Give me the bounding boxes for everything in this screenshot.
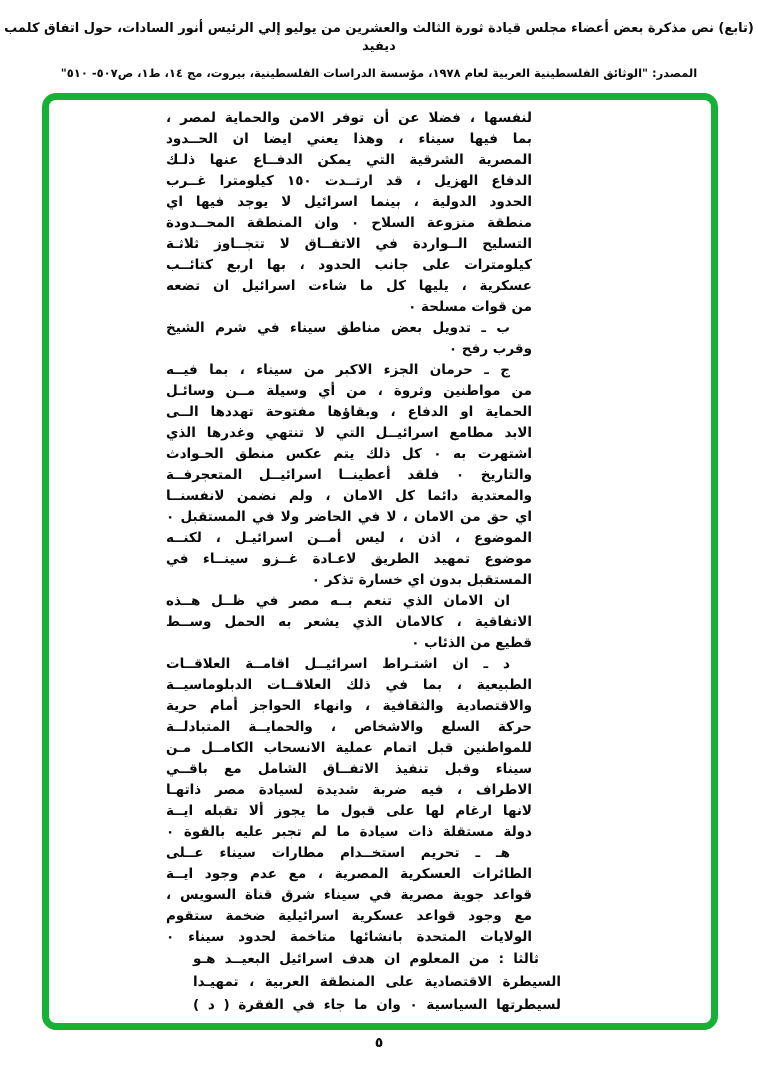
- text-line: الطائرات العسكرية المصرية ، مع عدم وجود ايــة: [166, 866, 532, 882]
- text-line: لنفسها ، فضلا عن أن توفر الامن والحماية لمصر ،: [166, 110, 532, 126]
- text-line: ثالثا : من المعلوم ان هدف اسرائيل البعيــد هـو: [193, 951, 539, 967]
- text-line: السيطرة الاقتصادية على المنطقة العربية ، تمهيـدا: [193, 974, 561, 990]
- source-citation: المصدر: "الوثائق الفلسطينية العربية لعام ١٩٧٨، مؤسسة الدراسات الفلسطينية، بيروت، مج ١٤، ط١، ص٥٠٧- ٥١٠": [60, 66, 698, 80]
- text-line: دولة مستقلة ذات سيادة ما لم تجبر عليه بالقوة ٠: [166, 824, 532, 840]
- text-line: الطبيعية ، بما في ذلك العلاقــات الدبلوماسيــة: [166, 677, 532, 693]
- text-line: الدفاع الهزيل ، قد ارتــدت ١٥٠ كيلومترا غــرب: [166, 173, 533, 189]
- text-line: اي حق من الامان ، لا في الحاضر ولا في المستقبل ٠: [166, 509, 532, 525]
- text-line: هـ ـ تحريم استخــدام مطارات سيناء عــلى: [166, 845, 510, 861]
- text-line: من قوات مسلحة ٠: [408, 299, 532, 315]
- text-line: قواعد جوية مصرية في سيناء شرق قناة السويس ،: [166, 887, 532, 903]
- text-line: التسليح الــواردة في الاتفــاق لا تتجــاوز ثلاثـة: [166, 236, 532, 252]
- text-line: وقرب رفح ٠: [448, 341, 532, 357]
- text-line: د ـ ان اشتـراط اسرائيــل اقامــة العلاقــات: [166, 656, 510, 672]
- text-line: والمعتدية دائما كل الامان ، ولم نضمن لانفسنــا: [166, 488, 532, 504]
- text-line: قطيع من الذئاب ٠: [411, 635, 532, 651]
- body-text-column: [166, 108, 532, 948]
- text-line: الحماية او الدفاع ، وبقاؤها مفتوحة تهددها الــى: [166, 404, 532, 420]
- text-line: لسيطرتها السياسية ٠ وان ما جاء في الفقرة ( د ): [193, 997, 562, 1013]
- text-line: من مواطنين وثروة ، من أي وسيلة مــن وسائـل: [166, 383, 532, 399]
- text-line: المستقبل بدون اي خسارة تذكر ٠: [311, 572, 532, 588]
- text-line: منطقة منزوعة السلاح ٠ وان المنطقة المحــدودة: [166, 215, 532, 231]
- text-line: لانها ارغام لها على قبول ما يجوز ألا تقبله ايــة: [166, 803, 532, 819]
- text-line: ان الامان الذي تنعم بــه مصر في ظــل هــذه: [166, 593, 510, 609]
- text-line: المصرية الشرقية التي يمكن الدفــاع عنها ذلـك: [166, 152, 532, 168]
- page-header: [0, 20, 758, 81]
- closing-paragraph: [193, 948, 561, 1017]
- text-line: الاتفاقية ، كالامان الذي يشعر به الحمل وســط: [166, 614, 532, 630]
- text-line: ج ـ حرمان الجزء الاكبر من سيناء ، بما فيــه: [166, 362, 510, 378]
- page-number: ٥: [374, 1035, 384, 1051]
- text-line: عسكرية ، يليها كل ما شاءت اسرائيل ان تضعه: [166, 278, 532, 294]
- text-line: ب ـ تدويل بعض مناطق سيناء في شرم الشيخ: [166, 320, 510, 336]
- text-line: الابد مطامع اسرائيــل التي لا تنتهي وغدرها الذي: [166, 425, 532, 441]
- text-line: مع وجود قواعد عسكرية اسرائيلية ضخمة ستقوم: [166, 908, 532, 924]
- text-line: الاطراف ، فيه ضربة شديدة لسيادة مصر ذاتهـا: [166, 782, 532, 798]
- text-line: موضوع تمهيد الطريق لاعـادة غــزو سينــاء في: [166, 551, 532, 567]
- text-line: الموضوع ، اذن ، ليس أمــن اسرائيـل ، لكنــه: [166, 530, 532, 546]
- text-line: الولايات المتحدة بانشائها متاخمة لحدود سيناء ٠: [166, 929, 532, 945]
- text-line: سيناء وقبل تنفيذ الاتفــاق الشامل مع باقــي: [166, 761, 532, 777]
- text-line: للمواطنين قبل اتمام عملية الانسحاب الكامــل مـن: [166, 740, 532, 756]
- text-line: حركة السلع والاشخاص ، والحمايــة المتبادلــة: [166, 719, 532, 735]
- text-line: والاقتصادية والثقافية ، وانهاء الحواجز أمام حرية: [166, 698, 532, 714]
- text-line: بما فيها سيناء ، وهذا يعني ايضا ان الحــدود: [166, 131, 532, 147]
- text-line: الحدود الدولية ، بينما اسرائيل لا يوجد فيها اي: [166, 194, 532, 210]
- text-line: والتاريخ ٠ فلقد أعطينــا اسرائيــل المتعجرفــة: [166, 467, 532, 483]
- document-title: (تابع) نص مذكرة بعض أعضاء مجلس قيادة ثورة الثالث والعشرين من يوليو إلي الرئيس أنور السادات، حول اتفاق كلمب ديفيد: [4, 21, 754, 54]
- text-line: اشتهرت به ٠ كل ذلك يتم عكس منطق الحـوادث: [166, 446, 532, 462]
- text-line: كيلومترات على جانب الحدود ، بها اربع كتائــب: [166, 257, 532, 273]
